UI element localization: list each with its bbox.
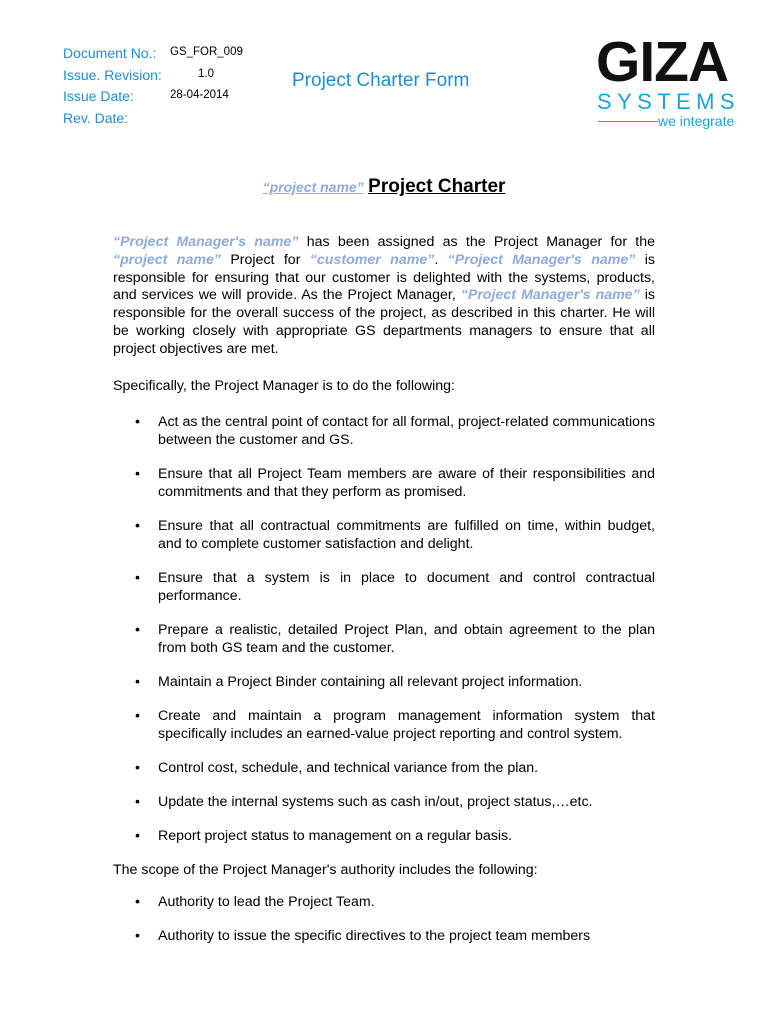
list-item: • Authority to lead the Project Team.	[158, 894, 655, 912]
list-item: • Ensure that a system is in place to document and control contractual performance.	[158, 570, 655, 606]
issue-date-label: Issue Date:	[63, 88, 134, 104]
list-item: • Act as the central point of contact for all formal, project-related communications between the customer and GS.	[158, 414, 655, 450]
duties-list	[113, 414, 655, 845]
revision-value: 1.0	[198, 67, 214, 80]
intro-text-4: is responsible for ensuring that our customer is delighted with the systems, products, and services we will provide. As the Project Manager,	[113, 251, 656, 304]
revision-label: Issue. Revision:	[63, 66, 162, 83]
project-name-placeholder: “project name”	[262, 179, 364, 195]
scope-paragraph: The scope of the Project Manager's authority includes the following:	[113, 862, 538, 879]
list-item: • Report project status to management on a regular basis.	[158, 828, 655, 846]
intro-text-2: Project for	[220, 251, 310, 268]
logo-subtitle: SYSTEMS	[597, 89, 740, 114]
charter-title	[0, 176, 768, 198]
list-item: • Authority to issue the specific directives to the project team members	[158, 928, 655, 946]
list-item: • Create and maintain a program management information system that specifically includes an earned-value project reporting and control system.	[158, 708, 655, 744]
authority-list	[113, 894, 655, 946]
document-body	[113, 234, 655, 962]
project-name-placeholder: “project name”	[113, 251, 221, 268]
pm-name-placeholder: “Project Manager's name”	[113, 234, 299, 250]
doc-no-label: Document No.:	[63, 45, 157, 61]
rev-date-label: Rev. Date:	[63, 109, 129, 126]
form-title: Project Charter Form	[292, 70, 470, 91]
intro-paragraph	[113, 234, 655, 359]
customer-name-placeholder: “customer name”	[309, 251, 435, 268]
giza-systems-logo	[596, 30, 742, 132]
doc-no-value: GS_FOR_009	[170, 46, 243, 58]
intro-text-5: is responsible for the overall success of the project, as described in this charter. He will be working closely with appropriate GS departments managers to ensure that all project objectives are met.	[113, 287, 656, 357]
intro-text-1: has been assigned as the Project Manager for the	[298, 234, 656, 250]
logo-divider	[598, 121, 658, 122]
pm-name-placeholder: “Project Manager's name”	[460, 287, 640, 304]
issue-date-value: 28-04-2014	[170, 89, 229, 101]
list-item: • Control cost, schedule, and technical variance from the plan.	[158, 760, 655, 778]
pm-name-placeholder: “Project Manager's name”	[447, 251, 636, 268]
list-item: • Maintain a Project Binder containing all relevant project information.	[158, 674, 655, 692]
logo-tagline: we integrate	[658, 113, 735, 129]
logo-wordmark: GIZA	[596, 30, 729, 94]
intro-text-3: .	[434, 251, 448, 268]
list-item: • Prepare a realistic, detailed Project Plan, and obtain agreement to the plan from both GS team and the customer.	[158, 622, 655, 658]
list-item: • Ensure that all Project Team members are aware of their responsibilities and commitments and that they perform as promised.	[158, 466, 655, 502]
charter-heading: Project Charter	[368, 176, 506, 197]
list-item: • Update the internal systems such as cash in/out, project status,…etc.	[158, 794, 655, 812]
specifically-paragraph: Specifically, the Project Manager is to do the following:	[113, 377, 455, 394]
list-item: • Ensure that all contractual commitments are fulfilled on time, within budget, and to complete customer satisfaction and delight.	[158, 518, 655, 554]
